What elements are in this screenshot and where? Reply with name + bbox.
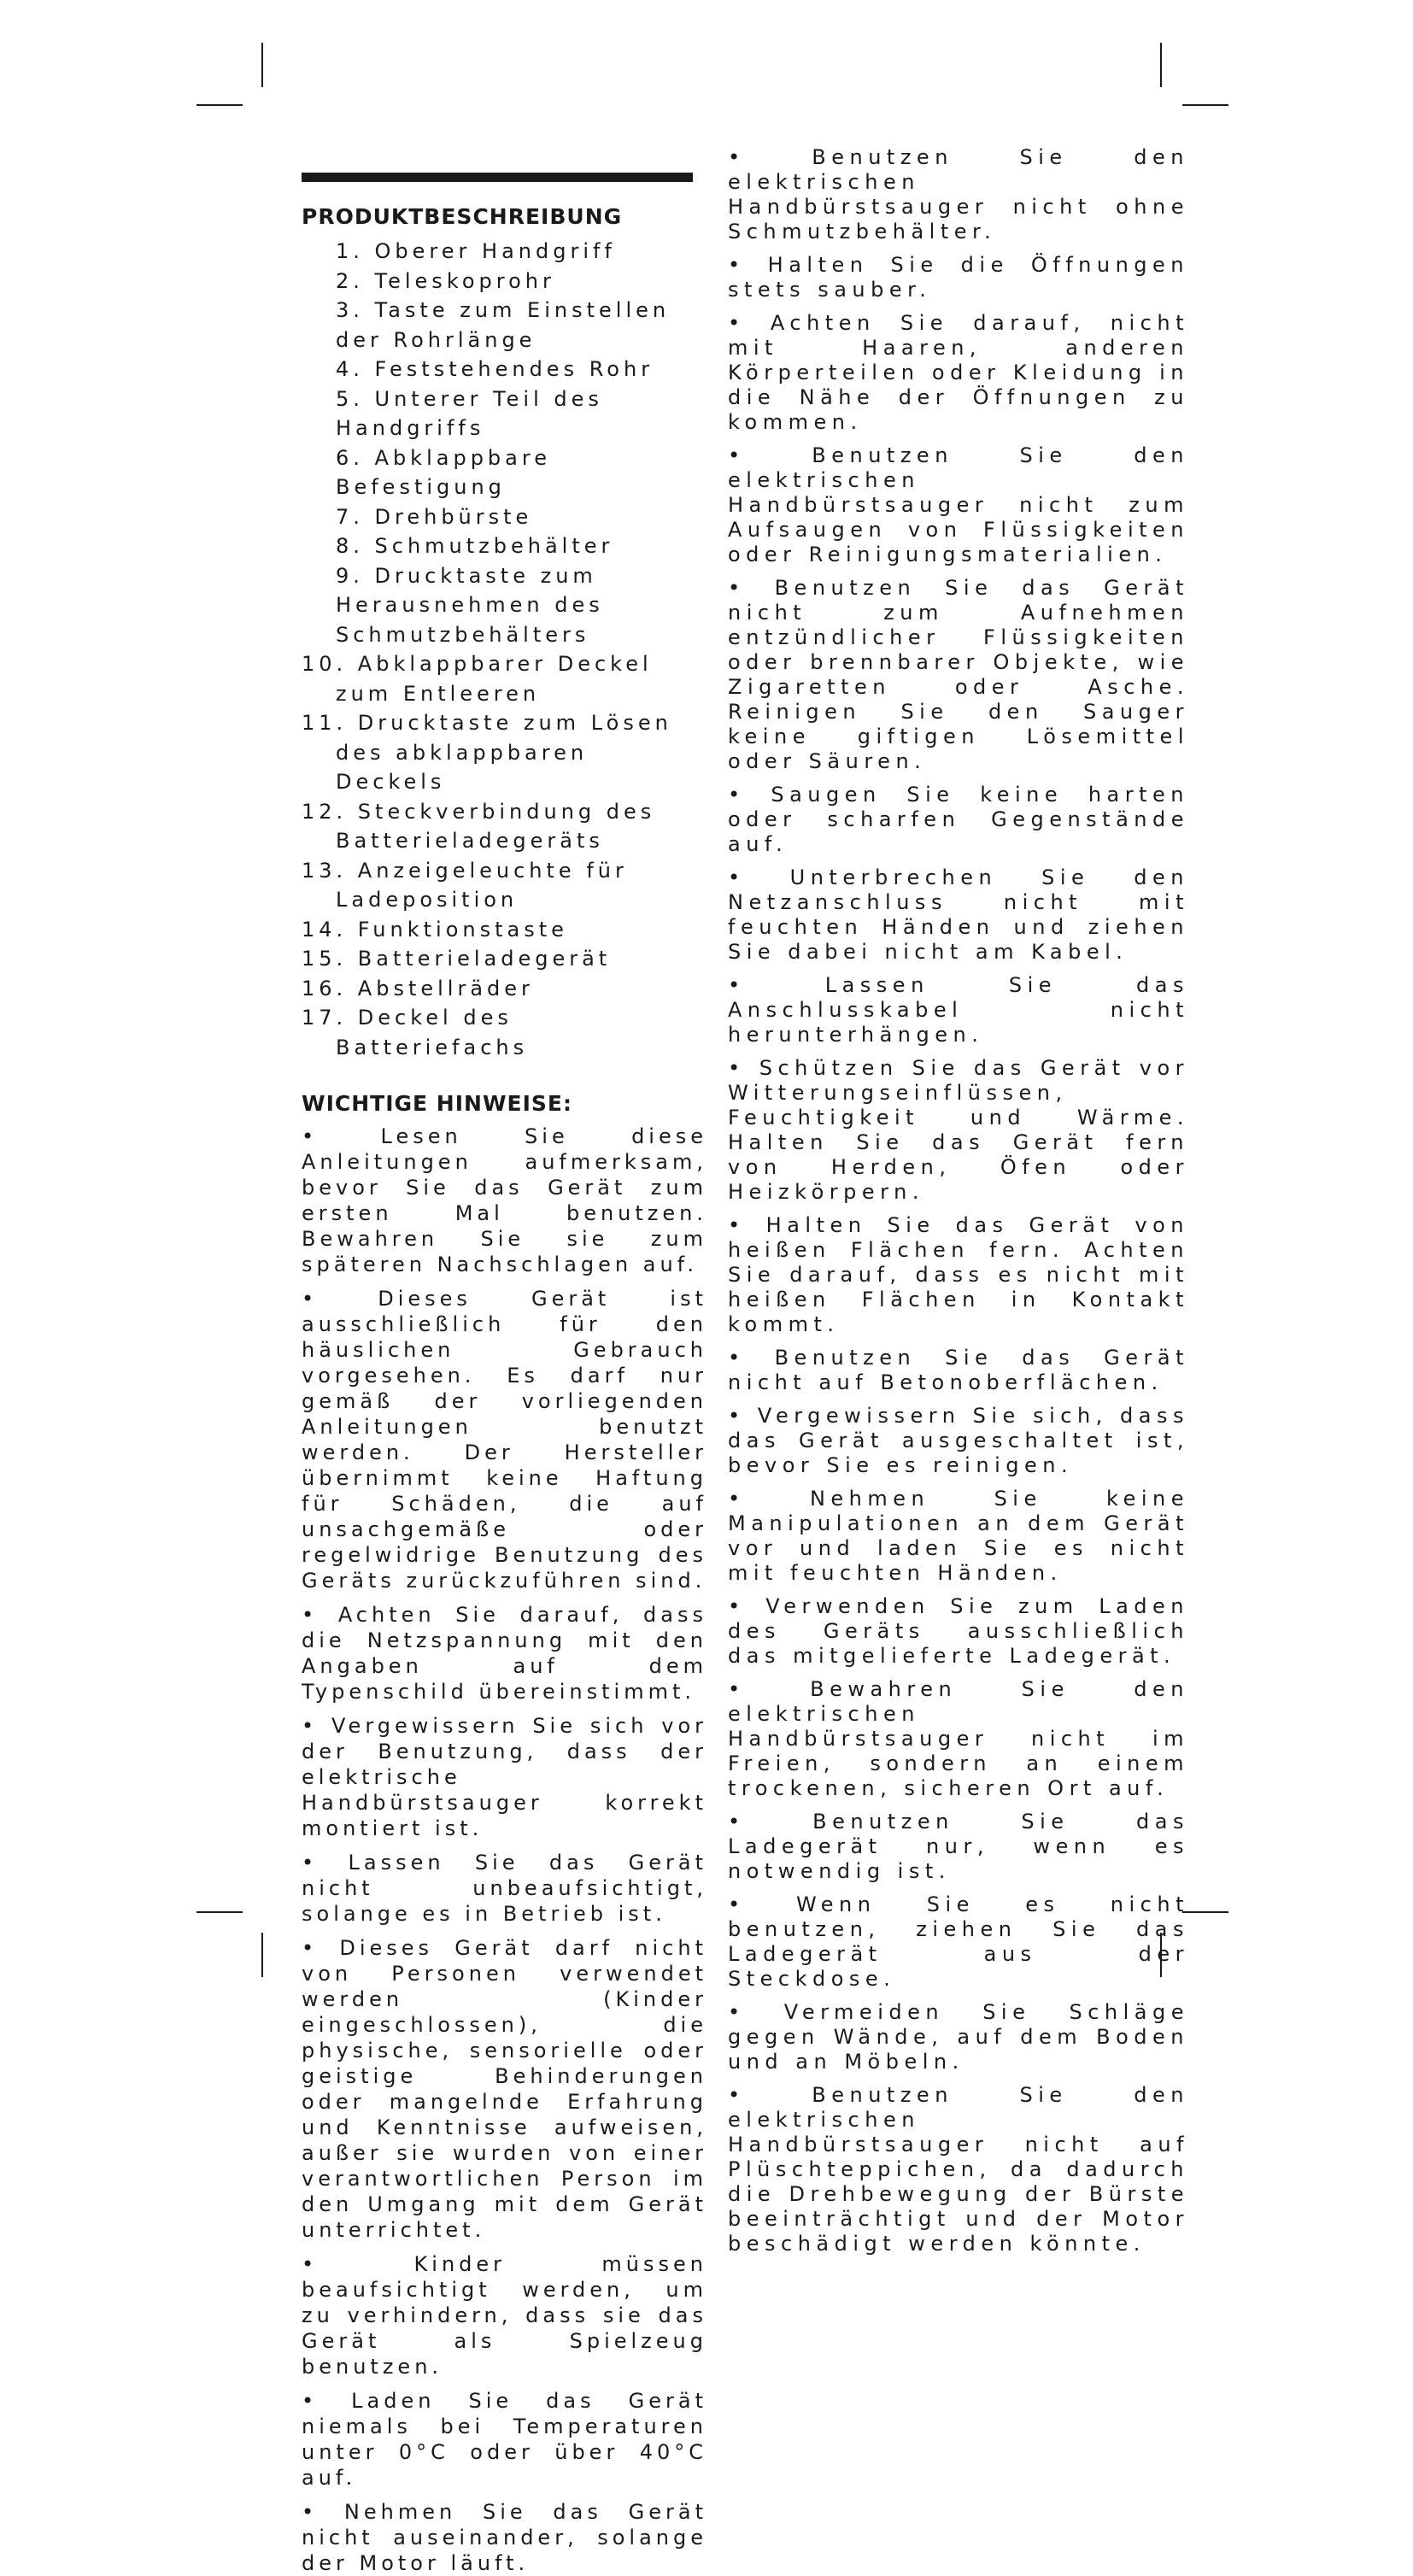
left-column [302, 173, 707, 2575]
right-column [728, 145, 1189, 2256]
list-item: 10. Abklappbarer Deckel zum Entleeren [302, 652, 664, 706]
safety-paragraph: • Vergewissern Sie sich vor der Benutzung, dass der elektrische Handbürstsauger korrekt montiert ist. [302, 1714, 707, 1840]
safety-paragraph: • Benutzen Sie das Gerät nicht zum Aufnehmen entzündlicher Flüssigkeiten oder brennbarer Objekte, wie Zigaretten oder Asche. Reinigen Sie den Sauger keine giftigen Lösemittel oder Säuren. [728, 576, 1189, 773]
list-item: 2. Teleskoprohr [336, 268, 555, 293]
list-item: 8. Schmutzbehälter [336, 534, 614, 558]
safety-paragraph: • Nehmen Sie das Gerät nicht auseinander, solange der Motor läuft. [302, 2500, 707, 2575]
section-rule [302, 173, 693, 182]
list-item: 12. Steckverbindung des Batterieladegeräts [302, 799, 666, 853]
safety-paragraph: • Wenn Sie es nicht benutzen, ziehen Sie das Ladegerät aus der Steckdose. [728, 1892, 1189, 1991]
list-item: 16. Abstellräder [302, 976, 534, 1000]
safety-paragraph: • Achten Sie darauf, nicht mit Haaren, anderen Körperteilen oder Kleidung in die Nähe der Öffnungen zu kommen. [728, 311, 1189, 434]
safety-paragraph: • Benutzen Sie den elektrischen Handbürstsauger nicht auf Plüschteppichen, da dadurch die Drehbewegung der Bürste beeinträchtigt und der Motor beschädigt werden könnte. [728, 2083, 1189, 2256]
safety-paragraph: • Dieses Gerät darf nicht von Personen verwendet werden (Kinder eingeschlossen), die physische, sensorielle oder geistige Behinderungen oder mangelnde Erfahrung und Kenntnisse aufweisen, außer sie wurden von einer verantwortlichen Person im den Umgang mit dem Gerät unterrichtet. [302, 1936, 707, 2242]
safety-paragraph: • Lassen Sie das Gerät nicht unbeaufsichtigt, solange es in Betrieb ist. [302, 1851, 707, 1926]
safety-paragraph: • Halten Sie das Gerät von heißen Flächen fern. Achten Sie darauf, dass es nicht mit heißen Flächen in Kontakt kommt. [728, 1213, 1189, 1336]
safety-paragraph: • Lesen Sie diese Anleitungen aufmerksam, bevor Sie das Gerät zum ersten Mal benutzen. Bewahren Sie sie zum späteren Nachschlagen auf. [302, 1124, 707, 1276]
safety-paragraph: • Schützen Sie das Gerät vor Witterungseinflüssen, Feuchtigkeit und Wärme. Halten Sie das Gerät fern von Herden, Öfen oder Heizkörpern. [728, 1056, 1189, 1204]
list-item: 9. Drucktaste zum Herausnehmen des Schmutzbehälters [336, 563, 615, 647]
list-item: 4. Feststehendes Rohr [336, 357, 654, 381]
parts-list [302, 237, 707, 1062]
crop-mark [261, 1933, 263, 1977]
list-item: 13. Anzeigeleuchte für Ladeposition [302, 858, 639, 912]
safety-paragraph: • Saugen Sie keine harten oder scharfen Gegenstände auf. [728, 783, 1189, 856]
product-description-heading: PRODUKTBESCHREIBUNG [302, 204, 623, 229]
list-item: 14. Funktionstaste [302, 917, 568, 942]
list-item: 15. Batterieladegerät [302, 947, 612, 971]
safety-paragraph: • Benutzen Sie das Gerät nicht auf Betonoberflächen. [728, 1346, 1189, 1394]
crop-mark [1160, 43, 1162, 87]
crop-mark [196, 1911, 243, 1913]
list-item: 5. Unterer Teil des Handgriffs [336, 386, 614, 440]
crop-mark [261, 43, 263, 87]
safety-paragraph: • Nehmen Sie keine Manipulationen an dem Gerät vor und laden Sie es nicht mit feuchten Händen. [728, 1487, 1189, 1585]
safety-paragraph: • Dieses Gerät ist ausschließlich für den häuslichen Gebrauch vorgesehen. Es darf nur gemäß der vorliegenden Anleitungen benutzt werden. Der Hersteller übernimmt keine Haftung für Schäden, die auf unsachgemäße oder regelwidrige Benutzung des Geräts zurückzuführen sind. [302, 1287, 707, 1593]
list-item: 17. Deckel des Batteriefachs [302, 1006, 529, 1059]
crop-mark [196, 104, 243, 106]
safety-paragraph: • Lassen Sie das Anschlusskabel nicht herunterhängen. [728, 973, 1189, 1047]
safety-paragraph: • Bewahren Sie den elektrischen Handbürstsauger nicht im Freien, sondern an einem trockenen, sicheren Ort auf. [728, 1677, 1189, 1800]
safety-paragraph: • Achten Sie darauf, dass die Netzspannung mit den Angaben auf dem Typenschild übereinstimmt. [302, 1603, 707, 1704]
safety-paragraph: • Kinder müssen beaufsichtigt werden, um zu verhindern, dass sie das Gerät als Spielzeug benutzen. [302, 2252, 707, 2379]
safety-paragraph: • Vermeiden Sie Schläge gegen Wände, auf dem Boden und an Möbeln. [728, 2000, 1189, 2074]
safety-paragraph: • Verwenden Sie zum Laden des Geräts ausschließlich das mitgelieferte Ladegerät. [728, 1594, 1189, 1668]
list-item: 1. Oberer Handgriff [336, 239, 616, 263]
safety-paragraph: • Benutzen Sie das Ladegerät nur, wenn es notwendig ist. [728, 1810, 1189, 1883]
list-item: 6. Abklappbare Befestigung [336, 445, 562, 499]
list-item: 11. Drucktaste zum Lösen des abklappbaren Deckels [302, 711, 683, 794]
safety-paragraph: • Unterbrechen Sie den Netzanschluss nicht mit feuchten Händen und ziehen Sie dabei nicht am Kabel. [728, 866, 1189, 964]
list-item: 3. Taste zum Einstellen der Rohrlänge [336, 298, 681, 352]
crop-mark [1182, 104, 1228, 106]
crop-mark [1182, 1911, 1228, 1913]
safety-paragraph: • Laden Sie das Gerät niemals bei Temperaturen unter 0°C oder über 40°C auf. [302, 2389, 707, 2490]
safety-paragraph: • Halten Sie die Öffnungen stets sauber. [728, 253, 1189, 302]
safety-paragraph: • Benutzen Sie den elektrischen Handbürstsauger nicht zum Aufsaugen von Flüssigkeiten oder Reinigungsmaterialien. [728, 443, 1189, 566]
list-item: 7. Drehbürste [336, 504, 533, 529]
safety-paragraph: • Benutzen Sie den elektrischen Handbürstsauger nicht ohne Schmutzbehälter. [728, 145, 1189, 244]
safety-paragraph: • Vergewissern Sie sich, dass das Gerät ausgeschaltet ist, bevor Sie es reinigen. [728, 1404, 1189, 1477]
important-notes-heading: WICHTIGE HINWEISE: [302, 1091, 572, 1116]
